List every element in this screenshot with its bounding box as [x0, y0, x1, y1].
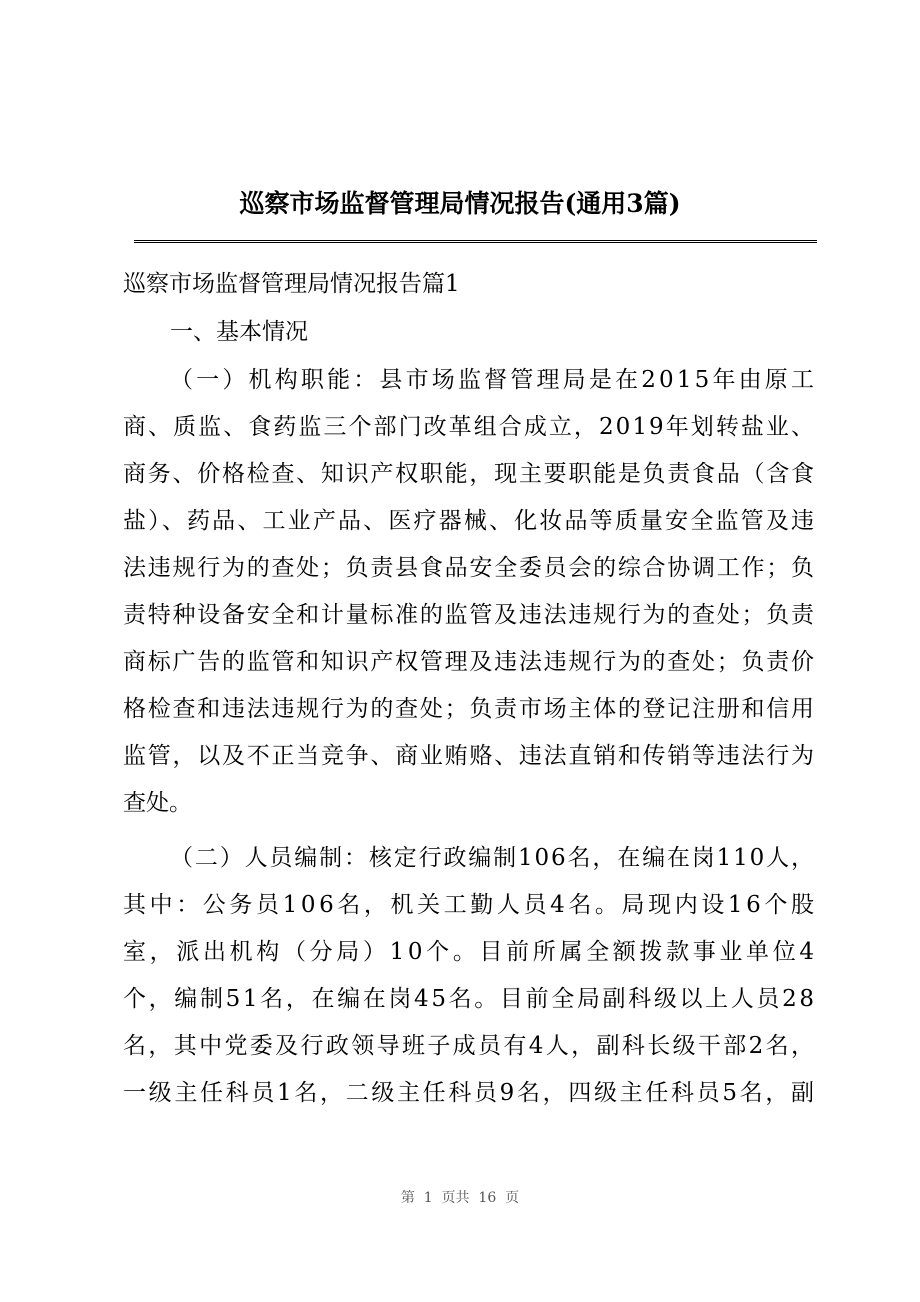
para1-line: 商、质监、食药监三个部门改革组合成立，2019年划转盐业、	[123, 414, 817, 440]
para1-line: 盐）、药品、工业产品、医疗器械、化妆品等质量安全监管及违	[123, 508, 817, 534]
para2-line: 一级主任科员1名，二级主任科员9名，四级主任科员5名，副	[123, 1080, 817, 1106]
para1-line: 查处。	[123, 790, 192, 816]
page-number-footer: 第 1 页共 16 页	[400, 1190, 520, 1206]
para1-line: 法违规行为的查处；负责县食品安全委员会的综合协调工作；负	[123, 555, 816, 581]
para2-line: 名，其中党委及行政领导班子成员有4人，副科长级干部2名，	[123, 1033, 817, 1059]
para1-line: 商标广告的监管和知识产权管理及违法违规行为的查处；负责价	[123, 649, 816, 675]
title-divider	[134, 240, 817, 243]
para1-line: （一）机构职能：县市场监督管理局是在2015年由原工	[170, 367, 818, 393]
para2-line: 个，编制51名，在编在岗45名。目前全局副科级以上人员28	[123, 986, 817, 1012]
para1-line: 格检查和违法违规行为的查处；负责市场主体的登记注册和信用	[123, 696, 816, 722]
heading-basic-info: 一、基本情况	[170, 319, 308, 345]
para2-line: 其中：公务员106名，机关工勤人员4名。局现内设16个股	[123, 892, 818, 918]
para2-line: 室，派出机构（分局）10个。目前所属全额拨款事业单位4	[123, 939, 818, 965]
para1-line: 责特种设备安全和计量标准的监管及违法违规行为的查处；负责	[123, 602, 816, 628]
section-title: 巡察市场监督管理局情况报告篇1	[123, 271, 460, 297]
para1-line: 商务、价格检查、知识产权职能，现主要职能是负责食品（含食	[123, 461, 816, 487]
document-title: 巡察市场监督管理局情况报告(通用3篇)	[239, 189, 681, 218]
para1-line: 监管，以及不正当竞争、商业贿赂、违法直销和传销等违法行为	[123, 743, 816, 769]
para2-line: （二）人员编制：核定行政编制106名，在编在岗110人，	[170, 845, 816, 871]
